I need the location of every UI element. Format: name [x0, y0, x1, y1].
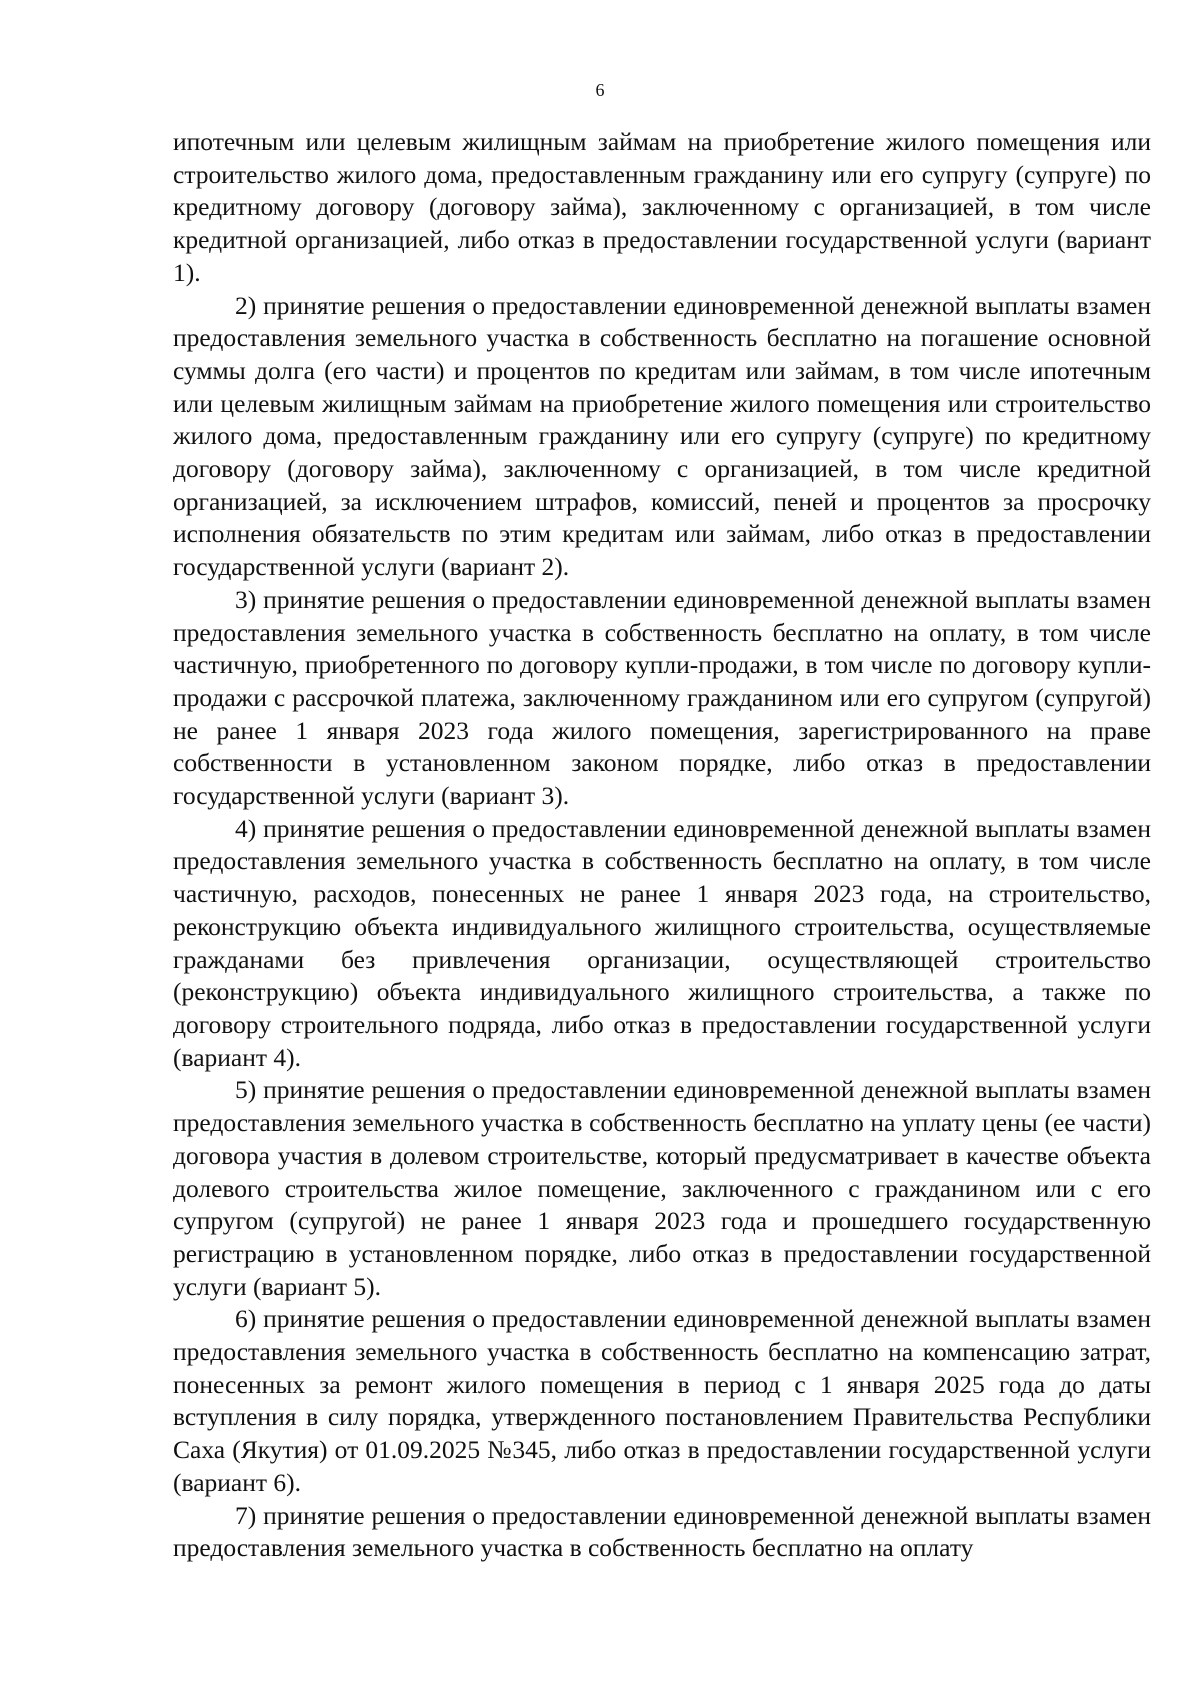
- paragraph-item-4: 4) принятие решения о предоставлении единовременной денежной выплаты взамен предоставления земельного участка в собственность бесплатно на оплату, в том числе частичную, расходов, понесенных не ранее 1 января 2023 года, на строительство, реконструкцию объекта индивидуального жилищного строительства, осуществляемые гражданами без привлечения организации, осуществляющей строительство (реконструкцию) объекта индивидуального жилищного строительства, а также по договору строительного подряда, либо отказ в предоставлении государственной услуги (вариант 4).: [173, 813, 1151, 1072]
- paragraph-continuation: ипотечным или целевым жилищным займам на приобретение жилого помещения или строительство жилого дома, предоставленным гражданину или его супругу (супруге) по кредитному договору (договору займа), заключенному с организацией, в том числе кредитной организацией, либо отказ в предоставлении государственной услуги (вариант 1).: [173, 127, 1151, 287]
- document-body: [173, 126, 1151, 1565]
- paragraph-item-3: 3) принятие решения о предоставлении единовременной денежной выплаты взамен предоставления земельного участка в собственность бесплатно на оплату, в том числе частичную, приобретенного по договору купли-продажи, в том числе по договору купли-продажи с рассрочкой платежа, заключенному гражданином или его супругом (супругой) не ранее 1 января 2023 года жилого помещения, зарегистрированного на праве собственности в установленном законом порядке, либо отказ в предоставлении государственной услуги (вариант 3).: [173, 584, 1151, 811]
- paragraph-item-2: 2) принятие решения о предоставлении единовременной денежной выплаты взамен предоставления земельного участка в собственность бесплатно на погашение основной суммы долга (его части) и процентов по кредитам или займам, в том числе ипотечным или целевым жилищным займам на приобретение жилого помещения или строительство жилого дома, предоставленным гражданину или его супругу (супруге) по кредитному договору (договору займа), заключенному с организацией, в том числе кредитной организацией, за исключением штрафов, комиссий, пеней и процентов за просрочку исполнения обязательств по этим кредитам или займам, либо отказ в предоставлении государственной услуги (вариант 2).: [173, 290, 1151, 582]
- paragraph-item-6: 6) принятие решения о предоставлении единовременной денежной выплаты взамен предоставления земельного участка в собственность бесплатно на компенсацию затрат, понесенных за ремонт жилого помещения в период с 1 января 2025 года до даты вступления в силу порядка, утвержденного постановлением Правительства Республики Саха (Якутия) от 01.09.2025 №345, либо отказ в предоставлении государственной услуги (вариант 6).: [173, 1304, 1151, 1497]
- page-number: 6: [595, 80, 605, 100]
- paragraph-item-5: 5) принятие решения о предоставлении единовременной денежной выплаты взамен предоставления земельного участка в собственность бесплатно на уплату цены (ее части) договора участия в долевом строительстве, который предусматривает в качестве объекта долевого строительства жилое помещение, заключенного с гражданином или с его супругом (супругой) не ранее 1 января 2023 года и прошедшего государственную регистрацию в установленном порядке, либо отказ в предоставлении государственной услуги (вариант 5).: [173, 1075, 1151, 1301]
- paragraph-item-7: 7) принятие решения о предоставлении единовременной денежной выплаты взамен предоставления земельного участка в собственность бесплатно на оплату: [173, 1500, 1151, 1563]
